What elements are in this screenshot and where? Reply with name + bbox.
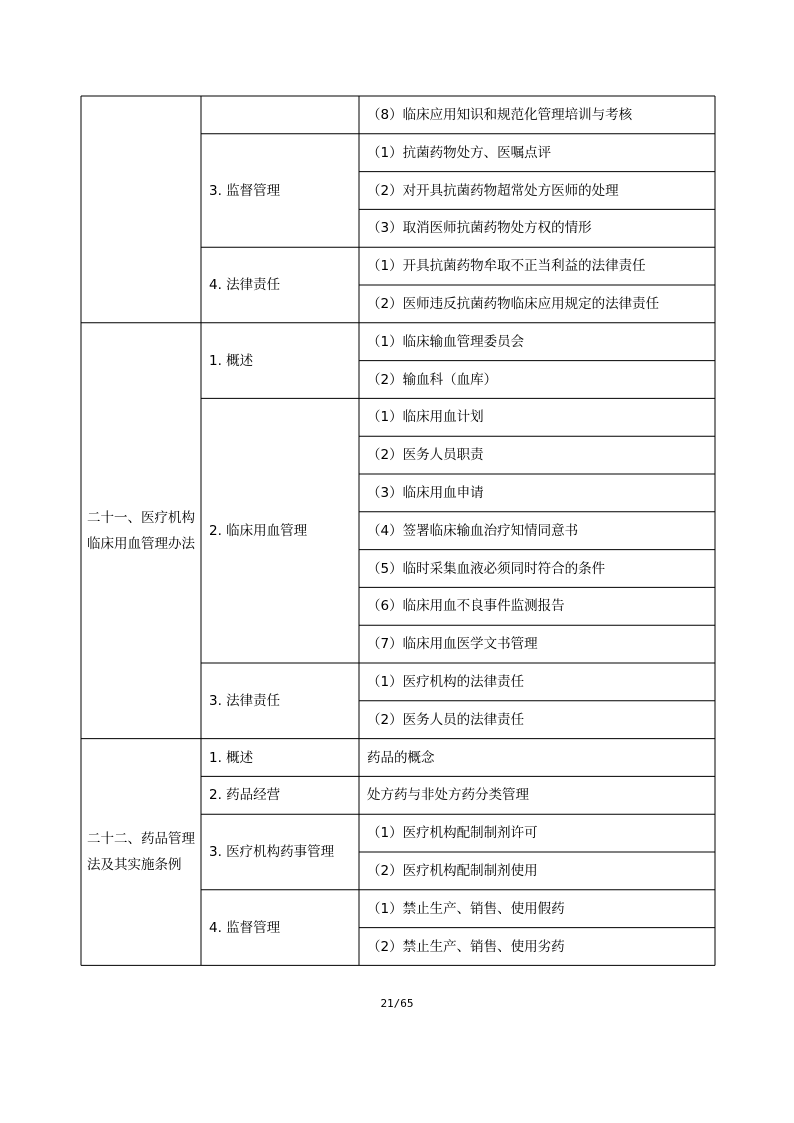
item-text: （3）临床用血申请 bbox=[367, 484, 484, 501]
item-text: （2）医务人员职责 bbox=[367, 447, 484, 464]
subsection-label: 4. 监督管理 bbox=[209, 919, 281, 936]
item-text: （7）临床用血医学文书管理 bbox=[367, 636, 538, 653]
page-number: 21/65 bbox=[380, 997, 414, 1010]
item-text: （2）对开具抗菌药物超常处方医师的处理 bbox=[367, 182, 619, 199]
item-text: （2）医务人员的法律责任 bbox=[367, 711, 525, 728]
subsection-label: 1. 概述 bbox=[209, 749, 254, 766]
item-text: 处方药与非处方药分类管理 bbox=[367, 787, 529, 804]
item-text: （2）医师违反抗菌药物临床应用规定的法律责任 bbox=[367, 295, 660, 312]
subsection-label: 2. 药品经营 bbox=[209, 787, 281, 804]
section-title: 二十二、药品管理法及其实施条例 bbox=[87, 831, 195, 873]
item-text: （1）禁止生产、销售、使用假药 bbox=[367, 900, 565, 917]
subsection-label: 3. 医疗机构药事管理 bbox=[209, 844, 335, 860]
item-text: （6）临床用血不良事件监测报告 bbox=[367, 598, 565, 615]
item-text: （2）禁止生产、销售、使用劣药 bbox=[367, 938, 565, 955]
item-text: （1）临床用血计划 bbox=[367, 409, 484, 426]
item-text: （4）签署临床输血治疗知情同意书 bbox=[367, 522, 579, 539]
item-text: （8）临床应用知识和规范化管理培训与考核 bbox=[367, 106, 633, 123]
item-text: （1）临床输血管理委员会 bbox=[367, 333, 525, 350]
item-text: （1）医疗机构配制制剂许可 bbox=[367, 825, 538, 842]
item-text: （2）输血科（血库） bbox=[367, 371, 498, 388]
item-text: （5）临时采集血液必须同时符合的条件 bbox=[367, 560, 606, 577]
item-text: （1）开具抗菌药物牟取不正当利益的法律责任 bbox=[367, 258, 646, 275]
item-text: （3）取消医师抗菌药物处方权的情形 bbox=[367, 220, 592, 237]
subsection-label: 2. 临床用血管理 bbox=[209, 522, 308, 539]
subsection-label: 3. 监督管理 bbox=[209, 182, 281, 199]
item-text: （2）医疗机构配制制剂使用 bbox=[367, 862, 538, 879]
section-title: 二十一、医疗机构临床用血管理办法 bbox=[87, 509, 195, 552]
subsection-label: 3. 法律责任 bbox=[209, 692, 281, 709]
item-text: 药品的概念 bbox=[367, 749, 435, 766]
subsection-label: 1. 概述 bbox=[209, 352, 254, 369]
item-text: （1）医疗机构的法律责任 bbox=[367, 673, 525, 690]
subsection-label: 4. 法律责任 bbox=[209, 277, 281, 293]
item-text: （1）抗菌药物处方、医嘱点评 bbox=[367, 144, 552, 161]
